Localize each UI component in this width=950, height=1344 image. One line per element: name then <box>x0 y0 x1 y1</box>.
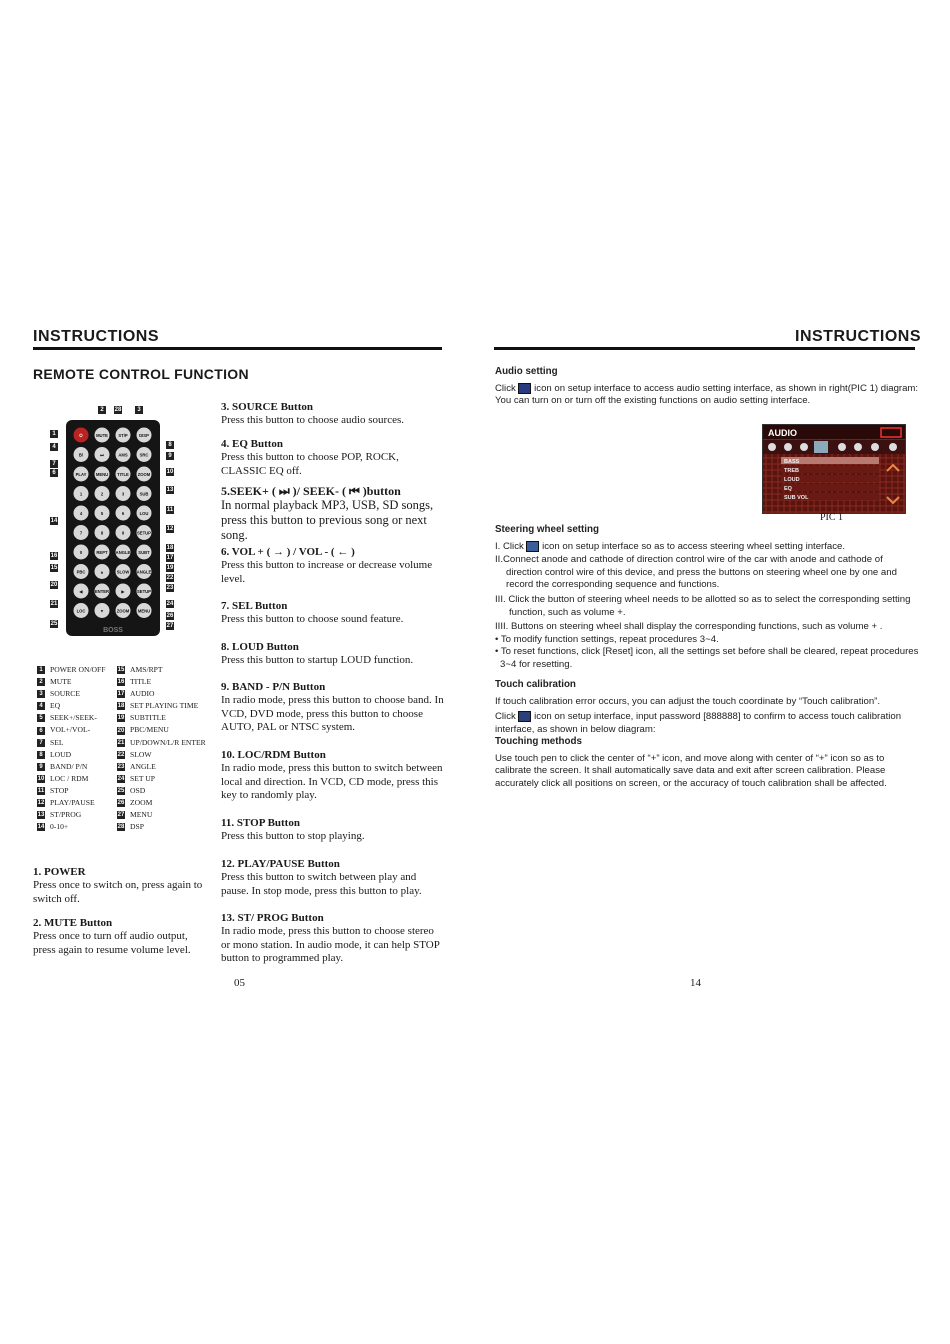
remote-button-label: 9 <box>121 530 125 536</box>
legend-number: 26 <box>117 800 125 807</box>
remote-button-label: TITLE <box>117 471 129 477</box>
remote-button-label: DISP <box>139 432 149 438</box>
pic-row-label: EQ <box>784 486 792 492</box>
item-seek-title: 5.SEEK+ ( ⏭ )/ SEEK- ( ⏮ )button <box>221 484 401 498</box>
item-mute-title: 2. MUTE Button <box>33 917 113 929</box>
item-power <box>33 865 213 906</box>
callout-12: 12 <box>166 526 174 532</box>
remote-button-label: MUTE <box>96 432 108 438</box>
remote-button-label: 3 <box>121 491 125 497</box>
legend-item <box>117 785 227 797</box>
legend-number: 13 <box>37 812 45 819</box>
legend-label: PLAY/PAUSE <box>50 798 95 808</box>
item-st-prog <box>221 911 445 966</box>
legend-item <box>117 749 227 761</box>
callout-27: 27 <box>166 623 174 629</box>
legend-number: 27 <box>117 812 125 819</box>
item-vol <box>221 545 445 599</box>
legend-item <box>117 737 227 749</box>
legend-item <box>117 676 227 688</box>
item-st-prog-title: 13. ST/ PROG Button <box>221 912 324 924</box>
item-eq-body: Press this button to choose POP, ROCK, CLASSIC EQ off. <box>221 451 399 477</box>
audio-screenshot <box>762 424 906 514</box>
legend-item <box>117 700 227 712</box>
remote-button-label: ⏻ <box>79 432 83 438</box>
legend-label: OSD <box>130 785 146 795</box>
legend-number: 6 <box>37 727 45 735</box>
legend-number: 4 <box>37 702 45 710</box>
steering-title: Steering wheel setting <box>495 524 599 535</box>
legend-item <box>37 737 117 749</box>
legend-number: 19 <box>117 715 125 722</box>
legend-item <box>37 712 117 724</box>
item-loc-rdm <box>221 748 445 816</box>
remote-button-label: LOC <box>76 608 86 614</box>
remote-button-label: ▲ <box>99 569 105 575</box>
legend-label: DSP <box>130 822 144 832</box>
remote-button-label: ⏭ <box>100 452 104 458</box>
legend-item <box>37 724 117 736</box>
remote-button-label: 1 <box>79 491 83 497</box>
legend-label: SEEK+/SEEK- <box>50 713 97 723</box>
item-loc-rdm-body: In radio mode, press this button to switch between local and direction. In VCD, CD mode, press this key to randomly play. <box>221 762 443 801</box>
legend-item <box>37 749 117 761</box>
touching-methods-section <box>495 736 920 790</box>
remote-button-label: 5 <box>100 510 104 516</box>
callout-14: 14 <box>50 518 58 524</box>
remote-illustration <box>48 402 178 638</box>
remote-button-label: 0 <box>79 549 83 555</box>
legend-item <box>117 821 227 833</box>
steering-note-modify: • To modify function settings, repeat procedures 3~4. <box>495 633 719 645</box>
legend-label: STOP <box>50 785 69 795</box>
audio-setting-para2: You can turn on or turn off the existing functions on audio setting interface. <box>495 395 811 407</box>
legend-number: 21 <box>117 739 125 746</box>
pic-row-label: TREB <box>784 468 799 474</box>
item-source-body: Press this button to choose audio sources. <box>221 414 405 426</box>
legend-number: 3 <box>37 690 45 698</box>
remote-button-label: 2 <box>100 491 104 497</box>
legend-number: 8 <box>37 751 45 759</box>
item-play-pause-title: 12. PLAY/PAUSE Button <box>221 858 340 870</box>
callout-24: 24 <box>166 601 174 607</box>
touch-calibration-para1: If touch calibration error occurs, you can adjust the touch coordinate by “Touch calibration”. <box>495 695 881 707</box>
legend-item <box>37 761 117 773</box>
legend-label: POWER ON/OFF <box>50 665 106 674</box>
legend-label: TITLE <box>130 677 152 687</box>
steering-note-reset: • To reset functions, click [Reset] icon, all the settings set before shall be cleared, repeat procedures 3~4 for resetting. <box>495 646 919 670</box>
remote-control-function-title: REMOTE CONTROL FUNCTION <box>33 366 249 382</box>
legend-number: 1 <box>37 666 45 674</box>
legend-label: ST/PROG <box>50 810 82 820</box>
item-loud-body: Press this button to startup LOUD function. <box>221 654 414 666</box>
legend-number: 5 <box>37 714 45 722</box>
legend-number: 12 <box>37 800 45 807</box>
remote-button-label: 8 <box>100 530 104 536</box>
pic-row-label: SUB VOL <box>784 495 809 501</box>
remote-button-label: 4 <box>79 510 83 516</box>
item-sel <box>221 599 445 640</box>
item-seek-body: In normal playback MP3, USB, SD songs, press this button to previous song or next song. <box>221 498 434 542</box>
legend-item <box>117 809 227 821</box>
remote-button-label: ANGLE <box>136 569 152 575</box>
callout-7: 7 <box>50 460 58 468</box>
item-play-pause <box>221 857 445 911</box>
remote-button-label: SUBT <box>138 549 150 555</box>
remote-button-label: SETUP <box>137 588 151 594</box>
callout-11: 11 <box>166 507 174 513</box>
callout-6: 6 <box>50 469 58 477</box>
callout-9: 9 <box>166 452 174 460</box>
legend-label: MUTE <box>50 677 72 687</box>
left-page-number: 05 <box>234 977 245 989</box>
legend-item <box>117 773 227 785</box>
right-header-rule <box>494 347 915 350</box>
legend-number: 18 <box>117 703 125 710</box>
legend-label: PBC/MENU <box>130 725 169 735</box>
item-stop-title: 11. STOP Button <box>221 817 300 829</box>
item-band-title: 9. BAND - P/N Button <box>221 681 326 693</box>
audio-icon <box>518 383 531 394</box>
callout-15: 15 <box>50 565 58 571</box>
remote-button-label: SLOW <box>116 569 130 575</box>
remote-button-label: ENTER <box>94 588 110 594</box>
item-loud <box>221 640 445 680</box>
callout-23: 23 <box>166 585 174 591</box>
legend-number: 9 <box>37 763 45 771</box>
remote-button-label: 6 <box>121 510 125 516</box>
remote-button-label: ZOOM <box>116 608 130 614</box>
legend-number: 11 <box>37 787 45 794</box>
legend-number: 15 <box>117 667 125 674</box>
callout-4: 4 <box>50 443 58 451</box>
steering-step-3: III. Click the button of steering wheel needs to be allotted so as to select the corresponding setting function, such as volume +. <box>495 594 911 618</box>
item-seek <box>221 484 445 545</box>
pic-row-bar <box>781 484 879 491</box>
remote-button-label: PBC <box>76 569 86 575</box>
legend-label: UP/DOWN/L/R ENTER <box>130 737 206 747</box>
legend-number: 17 <box>117 691 125 698</box>
remote-button-label: LOU <box>139 510 149 516</box>
calibration-icon <box>518 711 531 722</box>
item-eq <box>221 437 445 484</box>
legend-label: LOC / RDM <box>50 773 89 783</box>
steering-section <box>495 524 920 672</box>
legend-label: EQ <box>50 701 61 711</box>
legend-right-column <box>117 664 227 833</box>
legend-number: 25 <box>117 787 125 794</box>
legend-item <box>117 724 227 736</box>
legend-label: SET UP <box>130 773 155 783</box>
item-vol-title: 6. VOL + ( → ) / VOL - ( ← ) <box>221 546 355 558</box>
legend-item <box>37 700 117 712</box>
legend-label: SET PLAYING TIME <box>130 701 199 711</box>
legend-item <box>37 676 117 688</box>
legend-item <box>117 712 227 724</box>
remote-control-image <box>48 402 178 638</box>
legend-label: BAND/ P/N <box>50 761 88 771</box>
legend-label: LOUD <box>50 749 72 759</box>
legend-label: VOL+/VOL- <box>50 725 91 735</box>
callout-10: 10 <box>166 469 174 475</box>
steering-icon <box>526 541 539 552</box>
legend-label: SOURCE <box>50 689 80 699</box>
legend-number: 22 <box>117 751 125 758</box>
item-source-title: 3. SOURCE Button <box>221 401 313 413</box>
callout-25: 25 <box>50 621 58 627</box>
item-power-body: Press once to switch on, press again to switch off. <box>33 879 203 905</box>
legend-label: SEL <box>50 737 64 747</box>
remote-button-label: 7 <box>79 530 83 536</box>
remote-button-label: MENU <box>137 608 151 614</box>
left-page-header: INSTRUCTIONS <box>33 328 159 345</box>
touch-calibration-para2: Click icon on setup interface, input password [888888] to confirm to access touch calibration interface, as shown in below diagram: <box>495 711 902 735</box>
item-mute-body: Press once to turn off audio output, press again to resume volume level. <box>33 930 191 956</box>
legend-number: 28 <box>117 824 125 831</box>
callout-2: 2 <box>98 406 106 414</box>
legend-item <box>117 761 227 773</box>
callout-19: 19 <box>166 565 174 571</box>
remote-button-label: SETUP <box>137 530 151 536</box>
legend-item <box>37 773 117 785</box>
item-stop <box>221 816 445 857</box>
item-st-prog-body: In radio mode, press this button to choose stereo or mono station. In audio mode, it can help STOP button to programmed play. <box>221 925 440 964</box>
remote-button-label: MENU <box>95 471 109 477</box>
legend-item <box>37 797 117 809</box>
legend-item <box>37 821 117 833</box>
pic-caption: PIC 1 <box>820 512 844 523</box>
steering-step-1: I. Click icon on setup interface so as to access steering wheel setting interface. <box>495 540 846 552</box>
legend-number: 24 <box>117 775 125 782</box>
remote-button-label: SUB <box>139 491 149 497</box>
callout-13: 13 <box>166 487 174 493</box>
remote-button-label: ▶ <box>121 588 125 594</box>
callout-1: 1 <box>50 430 58 438</box>
legend-item <box>117 688 227 700</box>
remote-button-label: B/ <box>78 452 84 458</box>
remote-button-label: PLAY <box>75 471 87 477</box>
item-play-pause-body: Press this button to switch between play and pause. In stop mode, press this button to play. <box>221 871 422 897</box>
callout-17: 17 <box>166 555 174 561</box>
item-sel-title: 7. SEL Button <box>221 600 288 612</box>
left-column-items <box>33 865 213 957</box>
touch-calibration-section <box>495 679 920 736</box>
item-eq-title: 4. EQ Button <box>221 438 284 450</box>
legend-label: ANGLE <box>130 761 156 771</box>
item-power-title: 1. POWER <box>33 866 86 878</box>
remote-button-label: ▼ <box>99 608 105 614</box>
callout-3: 3 <box>135 406 143 414</box>
item-source <box>221 400 445 437</box>
remote-brand-label: BOSS <box>103 627 123 634</box>
legend-item <box>37 688 117 700</box>
callout-21: 21 <box>50 601 58 607</box>
item-loc-rdm-title: 10. LOC/RDM Button <box>221 749 326 761</box>
item-vol-body: Press this button to increase or decrease volume level. <box>221 559 433 585</box>
item-band-body: In radio mode, press this button to choose band. In VCD, DVD mode, press this button to choose AUTO, PAL or NTSC system. <box>221 694 444 733</box>
callout-20: 20 <box>50 582 58 588</box>
callout-28: 28 <box>114 407 122 413</box>
legend-label: AUDIO <box>130 689 155 699</box>
touching-methods-title: Touching methods <box>495 736 582 747</box>
audio-setting-para1: Click icon on setup interface to access audio setting interface, as shown in right(PIC 1) diagram: <box>495 382 919 394</box>
touch-calibration-title: Touch calibration <box>495 679 576 690</box>
legend-number: 7 <box>37 739 45 747</box>
right-page-header: INSTRUCTIONS <box>795 328 921 345</box>
remote-button-label: ◀ <box>79 588 83 594</box>
audio-setting-title: Audio setting <box>495 366 558 377</box>
legend-label: SUBTITLE <box>130 713 166 723</box>
item-sel-body: Press this button to choose sound feature. <box>221 613 404 625</box>
steering-step-2: II.Connect anode and cathode of direction control wire of the car with anode and cathode of direction control wire of this device, and press the buttons on steering wheel one by one and record the corresponding sequence and functions. <box>495 554 897 591</box>
legend-label: AMS/RPT <box>130 665 163 674</box>
left-header-rule <box>33 347 442 350</box>
callout-16: 16 <box>50 553 58 559</box>
remote-button-label: AMS <box>118 452 128 458</box>
remote-button-label: ANGLE <box>115 549 131 555</box>
touching-methods-para: Use touch pen to click the center of “+” icon, and move along with center of “+” icon so as to calibrate the screen. It shall automatically save data and exit after screen calibration. Please accurately click all positions on screen, or the accuracy of touch calibration shall be affected. <box>495 752 887 789</box>
pic-row-label: LOUD <box>784 477 800 483</box>
remote-button-label: ZOOM <box>137 471 151 477</box>
legend-label: ZOOM <box>130 798 153 808</box>
legend-label: MENU <box>130 810 153 820</box>
item-band <box>221 680 445 748</box>
pic-title: AUDIO <box>768 428 797 438</box>
legend-item <box>37 809 117 821</box>
legend-item <box>117 664 227 676</box>
legend-item <box>117 797 227 809</box>
callout-26: 26 <box>166 613 174 619</box>
button-descriptions <box>221 400 445 966</box>
callout-8: 8 <box>166 441 174 449</box>
remote-button-label: REPT <box>96 549 108 555</box>
callout-22: 22 <box>166 575 174 581</box>
legend-number: 16 <box>117 679 125 686</box>
legend-number: 10 <box>37 775 45 782</box>
audio-setting-section <box>495 366 920 408</box>
item-loud-title: 8. LOUD Button <box>221 641 299 653</box>
legend-number: 14 <box>37 824 45 831</box>
legend-left-column <box>37 664 117 833</box>
item-mute <box>33 916 213 957</box>
legend-number: 23 <box>117 763 125 770</box>
pic-row-label: BASS <box>784 459 800 465</box>
remote-button-label: SRC <box>139 452 149 458</box>
legend-label: 0-10+ <box>50 822 69 832</box>
legend-number: 2 <box>37 678 45 686</box>
right-page-number: 14 <box>690 977 701 989</box>
remote-button-label: ST/P <box>118 432 128 438</box>
item-stop-body: Press this button to stop playing. <box>221 830 365 842</box>
legend-number: 20 <box>117 727 125 734</box>
legend-label: SLOW <box>130 749 152 759</box>
legend-item <box>37 664 117 676</box>
legend-item <box>37 785 117 797</box>
callout-18: 18 <box>166 545 174 551</box>
steering-step-4: IIII. Buttons on steering wheel shall display the corresponding functions, such as volume + . <box>495 621 883 633</box>
